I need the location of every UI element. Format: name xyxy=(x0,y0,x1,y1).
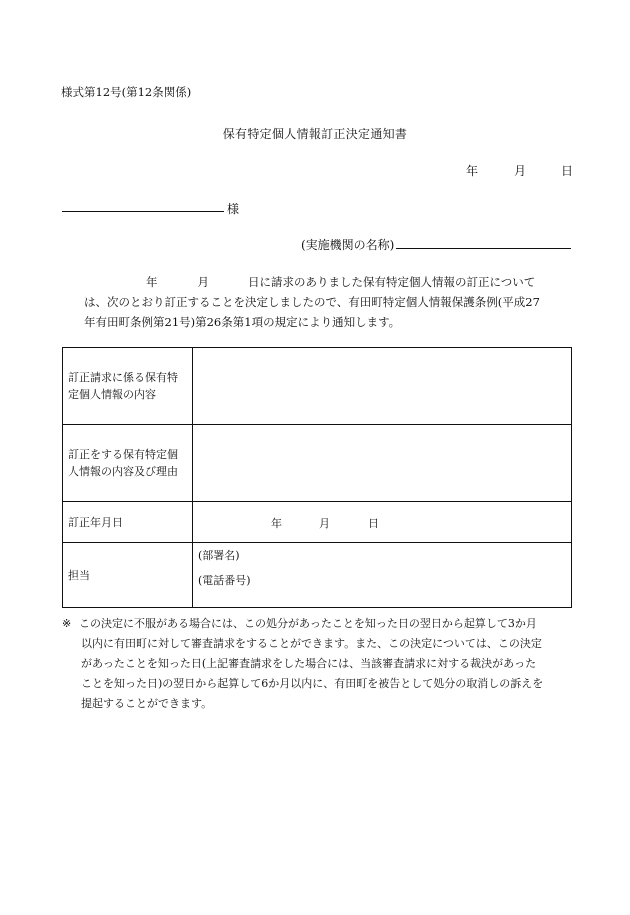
body-line-1-text: 日に請求のありました保有特定個人情報の訂正について xyxy=(248,275,536,289)
date-day-label: 日 xyxy=(561,164,574,178)
table-row xyxy=(63,543,572,608)
organization-label: (実施機関の名称) xyxy=(301,238,395,252)
document-title: 保有特定個人情報訂正決定通知書 xyxy=(222,127,408,141)
correction-reason-field[interactable] xyxy=(193,425,572,502)
form-number: 様式第12号(第12条関係) xyxy=(61,85,192,99)
label-line: 訂正をする保有特定個 xyxy=(68,448,178,461)
label-line: 定個人情報の内容 xyxy=(68,388,156,401)
note-line: この決定に不服がある場合には、この処分があったことを知った日の翌日から起算して3か月 xyxy=(79,617,537,630)
row-label-contact: 担当 xyxy=(63,543,193,608)
label-line: 訂正請求に係る保有特 xyxy=(68,371,178,384)
contact-field[interactable] xyxy=(193,543,572,608)
table-row xyxy=(63,502,572,543)
addressee-suffix: 様 xyxy=(227,202,240,216)
body-line-3: 年有田町条例第21号)第26条第1項の規定により通知します。 xyxy=(84,315,401,329)
label-line: 人情報の内容及び理由 xyxy=(68,465,178,478)
correction-month-label: 月 xyxy=(319,517,330,530)
row-label-correction-date: 訂正年月日 xyxy=(63,502,193,543)
date-year-label: 年 xyxy=(466,164,479,178)
correction-day-label: 日 xyxy=(368,517,379,530)
correction-date-field[interactable] xyxy=(193,502,572,543)
row-label-correction-reason xyxy=(63,425,193,502)
reference-mark: ※ xyxy=(62,617,72,630)
body-line-2: は、次のとおり訂正することを決定しましたので、有田町特定個人情報保護条例(平成27 xyxy=(84,295,540,309)
request-content-field[interactable] xyxy=(193,348,572,425)
table-row xyxy=(63,425,572,502)
addressee-blank-line xyxy=(62,211,224,212)
date-month-label: 月 xyxy=(514,164,527,178)
note-line: 以内に有田町に対して審査請求をすることができます。また、この決定については、この決定 xyxy=(81,637,542,650)
note-text xyxy=(79,614,577,714)
table-row xyxy=(63,348,572,425)
note-line: ことを知った日)の翌日から起算して6か月以内に、有田町を被告として処分の取消しの訴えを xyxy=(81,677,544,690)
body-line-1 xyxy=(84,272,554,292)
body-paragraph xyxy=(84,272,554,332)
organization-blank-line xyxy=(396,248,571,249)
department-label: (部署名) xyxy=(198,549,240,562)
appeal-note xyxy=(62,614,577,714)
body-year-label: 年 xyxy=(146,275,158,289)
row-label-request-content xyxy=(63,348,193,425)
body-month-label: 月 xyxy=(197,275,209,289)
note-line: があったことを知った日(上記審査請求をした場合には、当該審査請求に対する裁決があった xyxy=(81,657,537,670)
note-line: 提起することができます。 xyxy=(81,697,213,710)
correction-details-table xyxy=(62,347,572,608)
correction-year-label: 年 xyxy=(271,517,282,530)
phone-label: (電話番号) xyxy=(198,574,251,587)
